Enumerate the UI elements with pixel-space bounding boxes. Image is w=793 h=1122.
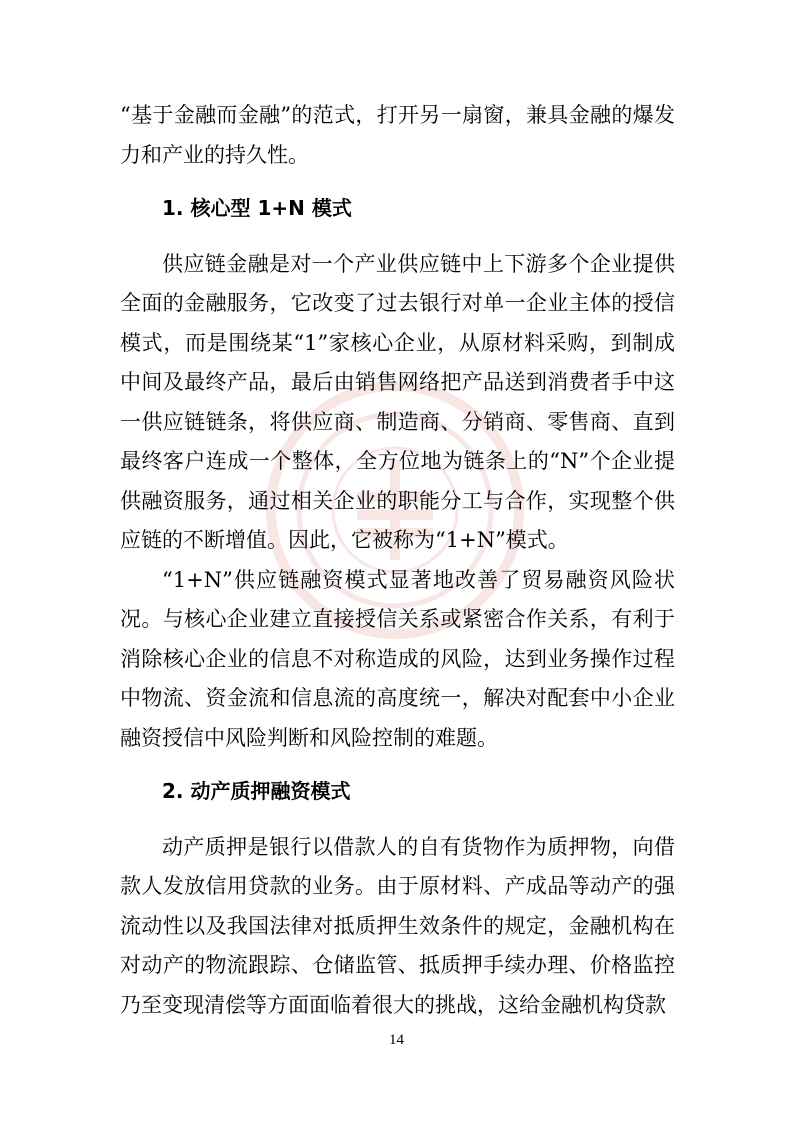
section-heading-2: 2. 动产质押融资模式 bbox=[162, 779, 351, 803]
paragraph-1n-benefits: “1+N”供应链融资模式显著地改善了贸易融资风险状况。与核心企业建立直接授信关系或紧密合作关系，有利于消除核心企业的信息不对称造成的风险，达到业务操作过程中物流、资金流和信息流的高度统一，解决对配套中小企业融资授信中风险判断和风险控制的难题。 bbox=[120, 567, 675, 750]
paragraph-1n-definition: 供应链金融是对一个产业供应链中上下游多个企业提供全面的金融服务，它改变了过去银行对单一企业主体的授信模式，而是围绕某“1”家核心企业，从原材料采购，到制成中间及最终产品，最后由销售网络把产品送到消费者手中这一供应链链条，将供应商、制造商、分销商、零售商、直到最终客户连成一个整体，全方位地为链条上的“N”个企业提供融资服务，通过相关企业的职能分工与合作，实现整个供应链的不断增值。因此，它被称为“1+N”模式。 bbox=[120, 251, 675, 552]
document-body bbox=[120, 96, 675, 1025]
page-number: 14 bbox=[389, 1032, 404, 1048]
paragraph-continuation: “基于金融而金融”的范式，打开另一扇窗，兼具金融的爆发力和产业的持久性。 bbox=[120, 103, 675, 167]
paragraph-movable-pledge: 动产质押是银行以借款人的自有货物作为质押物，向借款人发放信用贷款的业务。由于原材料、产成品等动产的强流动性以及我国法律对抵质押生效条件的规定，金融机构在对动产的物流跟踪、仓储监管、抵质押手续办理、价格监控乃至变现清偿等方面面临着很大的挑战，这给金融机构贷款 bbox=[120, 834, 675, 1017]
section-heading-1: 1. 核心型 1+N 模式 bbox=[162, 196, 352, 220]
